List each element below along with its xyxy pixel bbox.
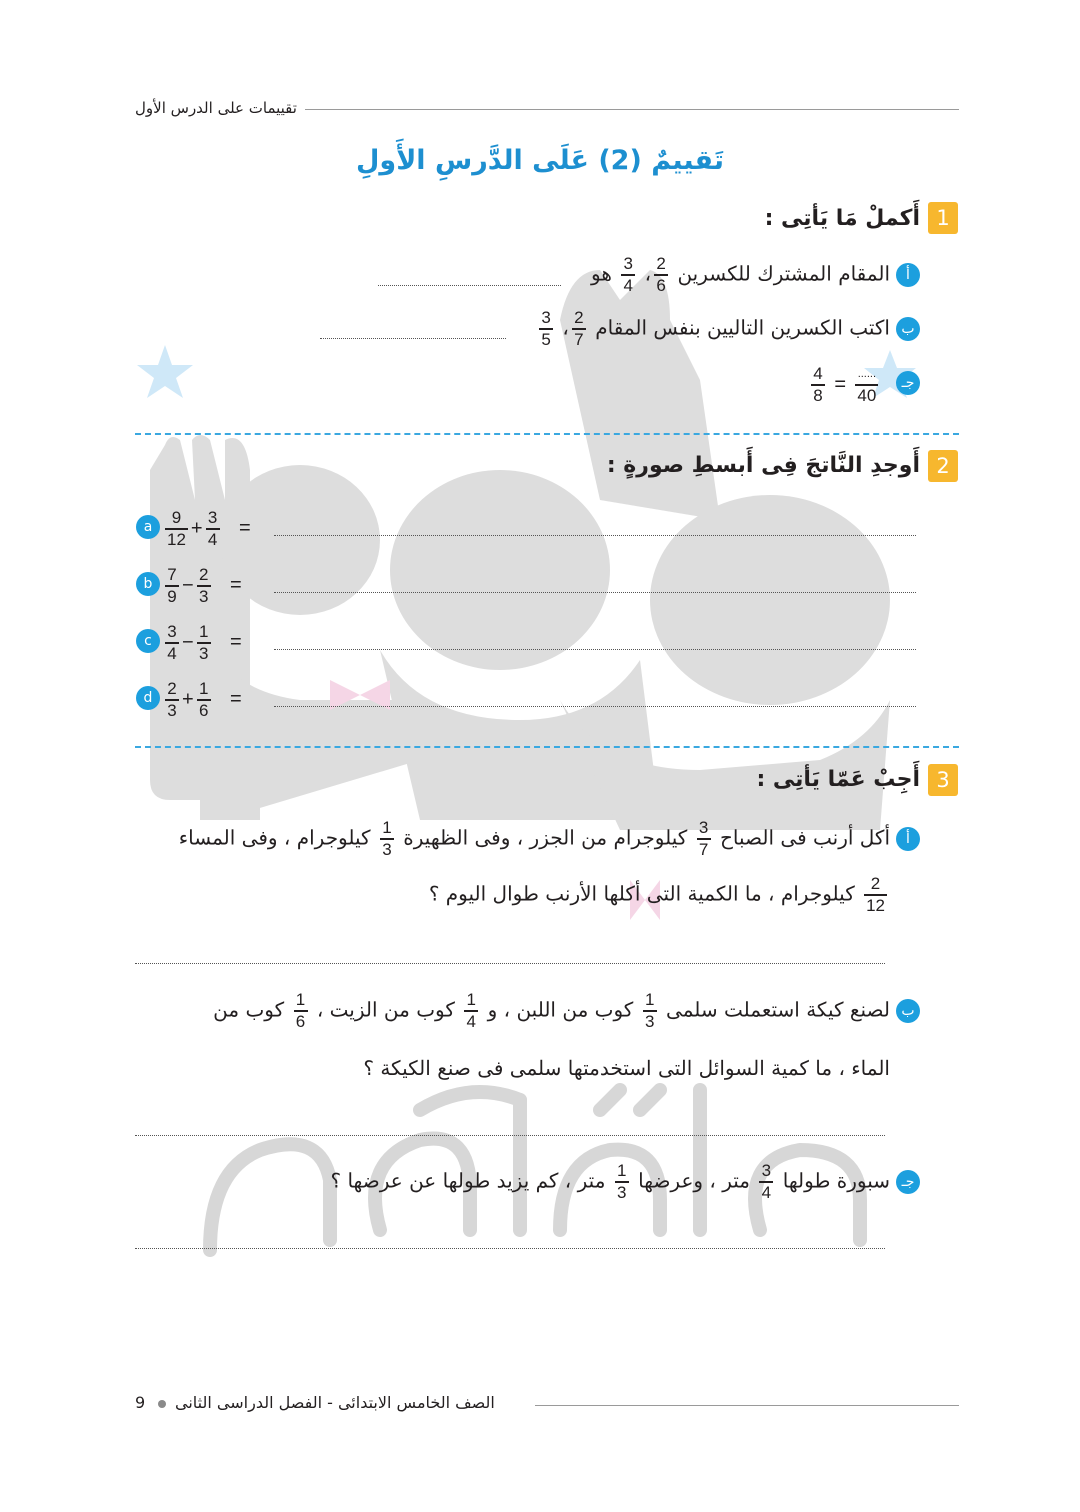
- q3b-line1: [140, 990, 890, 1032]
- numerator: 2: [574, 308, 584, 327]
- equals-sign: =: [230, 631, 242, 654]
- operator: −: [182, 574, 194, 597]
- item-badge: جـ: [896, 1170, 920, 1194]
- fraction: [539, 308, 553, 350]
- numerator: 1: [466, 990, 476, 1009]
- section-divider: [135, 746, 959, 748]
- denominator: 12: [167, 529, 186, 549]
- fraction: [197, 679, 211, 721]
- numerator: 3: [541, 308, 551, 327]
- item-badge: ب: [896, 317, 920, 341]
- text: كيلوجرام ، ما الكمية التى أكلها الأرنب طوال اليوم ؟: [428, 881, 855, 906]
- numerator: 2: [870, 874, 881, 893]
- answer-line[interactable]: [135, 1135, 885, 1136]
- question-1-number: 1: [928, 202, 958, 234]
- fraction: [615, 1161, 629, 1203]
- denominator: 9: [167, 586, 177, 606]
- equals-sign: =: [230, 688, 242, 711]
- item-badge: أ: [896, 827, 920, 851]
- answer-line[interactable]: [274, 706, 916, 707]
- numerator: 9: [171, 508, 182, 527]
- q1-item-c: [808, 364, 881, 406]
- text: سبورة طولها: [782, 1168, 890, 1193]
- equals-sign: =: [238, 517, 251, 540]
- section-divider: [135, 433, 959, 435]
- denominator: 4: [623, 275, 633, 295]
- q1a-text-after: هو: [591, 261, 612, 286]
- fraction: [197, 622, 211, 664]
- q1b-text: اكتب الكسرين التاليين بنفس المقام: [595, 315, 890, 340]
- denominator: 6: [656, 275, 666, 295]
- separator: ،: [562, 315, 569, 340]
- text: الماء ، ما كمية السوائل التى استخدمتها سلمى فى صنع الكيكة ؟: [363, 1056, 890, 1080]
- item-badge: b: [136, 572, 160, 596]
- denominator: 8: [813, 385, 823, 405]
- footer-dot: [158, 1400, 166, 1408]
- numerator: 3: [623, 254, 633, 273]
- denominator: 7: [698, 839, 709, 859]
- fraction: [654, 254, 668, 296]
- numerator: 1: [198, 622, 209, 641]
- numerator: 3: [761, 1161, 772, 1180]
- operator: +: [182, 688, 194, 711]
- fraction: [206, 508, 220, 550]
- q3b-line2: [200, 1056, 890, 1080]
- denominator: 6: [295, 1011, 306, 1031]
- item-badge: a: [136, 515, 160, 539]
- denominator: 6: [198, 700, 209, 720]
- q3a-line1: [140, 818, 890, 860]
- text: لصنع كيكة استعملت سلمى: [666, 997, 890, 1022]
- answer-line[interactable]: [320, 338, 506, 339]
- question-2-number: 2: [928, 450, 958, 482]
- item-badge: ب: [896, 999, 920, 1023]
- footer-grade: الصف الخامس الابتدائى - الفصل الدراسى الثانى: [175, 1393, 495, 1412]
- answer-line[interactable]: [135, 963, 885, 964]
- q2-expression: [162, 622, 242, 664]
- fraction: [165, 622, 179, 664]
- denominator: 3: [617, 1182, 627, 1202]
- numerator: 3: [207, 508, 218, 527]
- text: كوب من: [213, 997, 285, 1022]
- denominator: 4: [466, 1011, 476, 1031]
- answer-line[interactable]: [274, 535, 916, 536]
- text: متر ، وعرضها: [638, 1168, 750, 1193]
- q1a-text: المقام المشترك للكسرين: [677, 261, 890, 286]
- operator: +: [190, 517, 203, 540]
- answer-line[interactable]: [135, 1248, 885, 1249]
- numerator: 1: [382, 818, 392, 837]
- denominator: 4: [207, 529, 218, 549]
- text: كيلوجرام من الجزر ، وفى الظهيرة: [403, 825, 688, 850]
- text: كوب من اللبن ، و: [487, 997, 634, 1022]
- numerator: 1: [644, 990, 655, 1009]
- text: أكل أرنب فى الصباح: [720, 825, 890, 850]
- text: كوب من الزيت ،: [316, 997, 455, 1022]
- header-rule: [305, 109, 959, 110]
- numerator: 4: [813, 364, 823, 383]
- q3c-line: [240, 1161, 890, 1203]
- q1-item-a: [560, 254, 890, 296]
- fraction: [572, 308, 586, 350]
- equals-sign: =: [834, 373, 847, 396]
- answer-line[interactable]: [274, 649, 916, 650]
- equals-sign: =: [230, 574, 242, 597]
- fraction: [294, 990, 308, 1032]
- fraction: [165, 508, 188, 550]
- denominator: 3: [644, 1011, 655, 1031]
- fraction: [864, 874, 887, 916]
- fraction: [165, 679, 179, 721]
- fraction: [697, 818, 711, 860]
- question-3-number: 3: [928, 764, 958, 796]
- operator: −: [182, 631, 194, 654]
- q1-item-b: [500, 308, 890, 350]
- denominator: 3: [167, 700, 177, 720]
- fraction: [197, 565, 211, 607]
- denominator: 3: [382, 839, 392, 859]
- q2-expression: [162, 565, 242, 607]
- numerator: 2: [198, 565, 209, 584]
- numerator: 1: [198, 679, 209, 698]
- denominator: 3: [198, 643, 209, 663]
- page-title: تَقييمٌ (2) عَلَى الدَّرسِ الأَولِ: [355, 145, 724, 176]
- page-number: 9: [135, 1393, 146, 1412]
- item-badge: d: [136, 686, 160, 710]
- fraction: [165, 565, 179, 607]
- text: متر ، كم يزيد طولها عن عرضها ؟: [330, 1168, 606, 1193]
- fraction: [811, 364, 825, 406]
- separator: ،: [644, 261, 652, 286]
- numerator: 7: [167, 565, 177, 584]
- numerator: ......: [857, 368, 877, 380]
- numerator: 1: [617, 1161, 627, 1180]
- numerator: 2: [167, 679, 177, 698]
- answer-line[interactable]: [378, 285, 561, 286]
- fraction: [621, 254, 635, 296]
- footer-rule: [535, 1405, 959, 1406]
- item-badge: جـ: [896, 371, 920, 395]
- denominator: 12: [866, 895, 885, 915]
- q2-expression: [162, 679, 242, 721]
- item-badge: أ: [896, 263, 920, 287]
- answer-line[interactable]: [274, 592, 916, 593]
- fraction: [643, 990, 657, 1032]
- fraction: [759, 1161, 773, 1203]
- denominator: 7: [574, 329, 584, 349]
- item-badge: c: [136, 629, 160, 653]
- numerator: 2: [656, 254, 666, 273]
- denominator: 4: [761, 1182, 772, 1202]
- denominator: 4: [167, 643, 177, 663]
- denominator: 5: [541, 329, 551, 349]
- fraction: [380, 818, 394, 860]
- denominator: 3: [198, 586, 209, 606]
- question-1-title: أَكملْ مَا يَأتِى :: [764, 206, 920, 231]
- numerator: 3: [698, 818, 709, 837]
- denominator: 40: [857, 385, 877, 405]
- q3a-line2: [300, 874, 890, 916]
- running-header: تقييمات على الدرس الأول: [135, 99, 297, 117]
- fraction: [464, 990, 478, 1032]
- numerator: 3: [167, 622, 177, 641]
- fraction-blank[interactable]: [855, 364, 878, 406]
- q2-expression: [162, 508, 251, 550]
- numerator: 1: [295, 990, 306, 1009]
- text: كيلوجرام ، وفى المساء: [178, 825, 371, 850]
- question-3-title: أَجِبْ عَمّا يَأتِى :: [756, 767, 920, 792]
- question-2-title: أَوجدِ النَّاتجَ فِى أَبسطِ صورةٍ :: [606, 453, 920, 478]
